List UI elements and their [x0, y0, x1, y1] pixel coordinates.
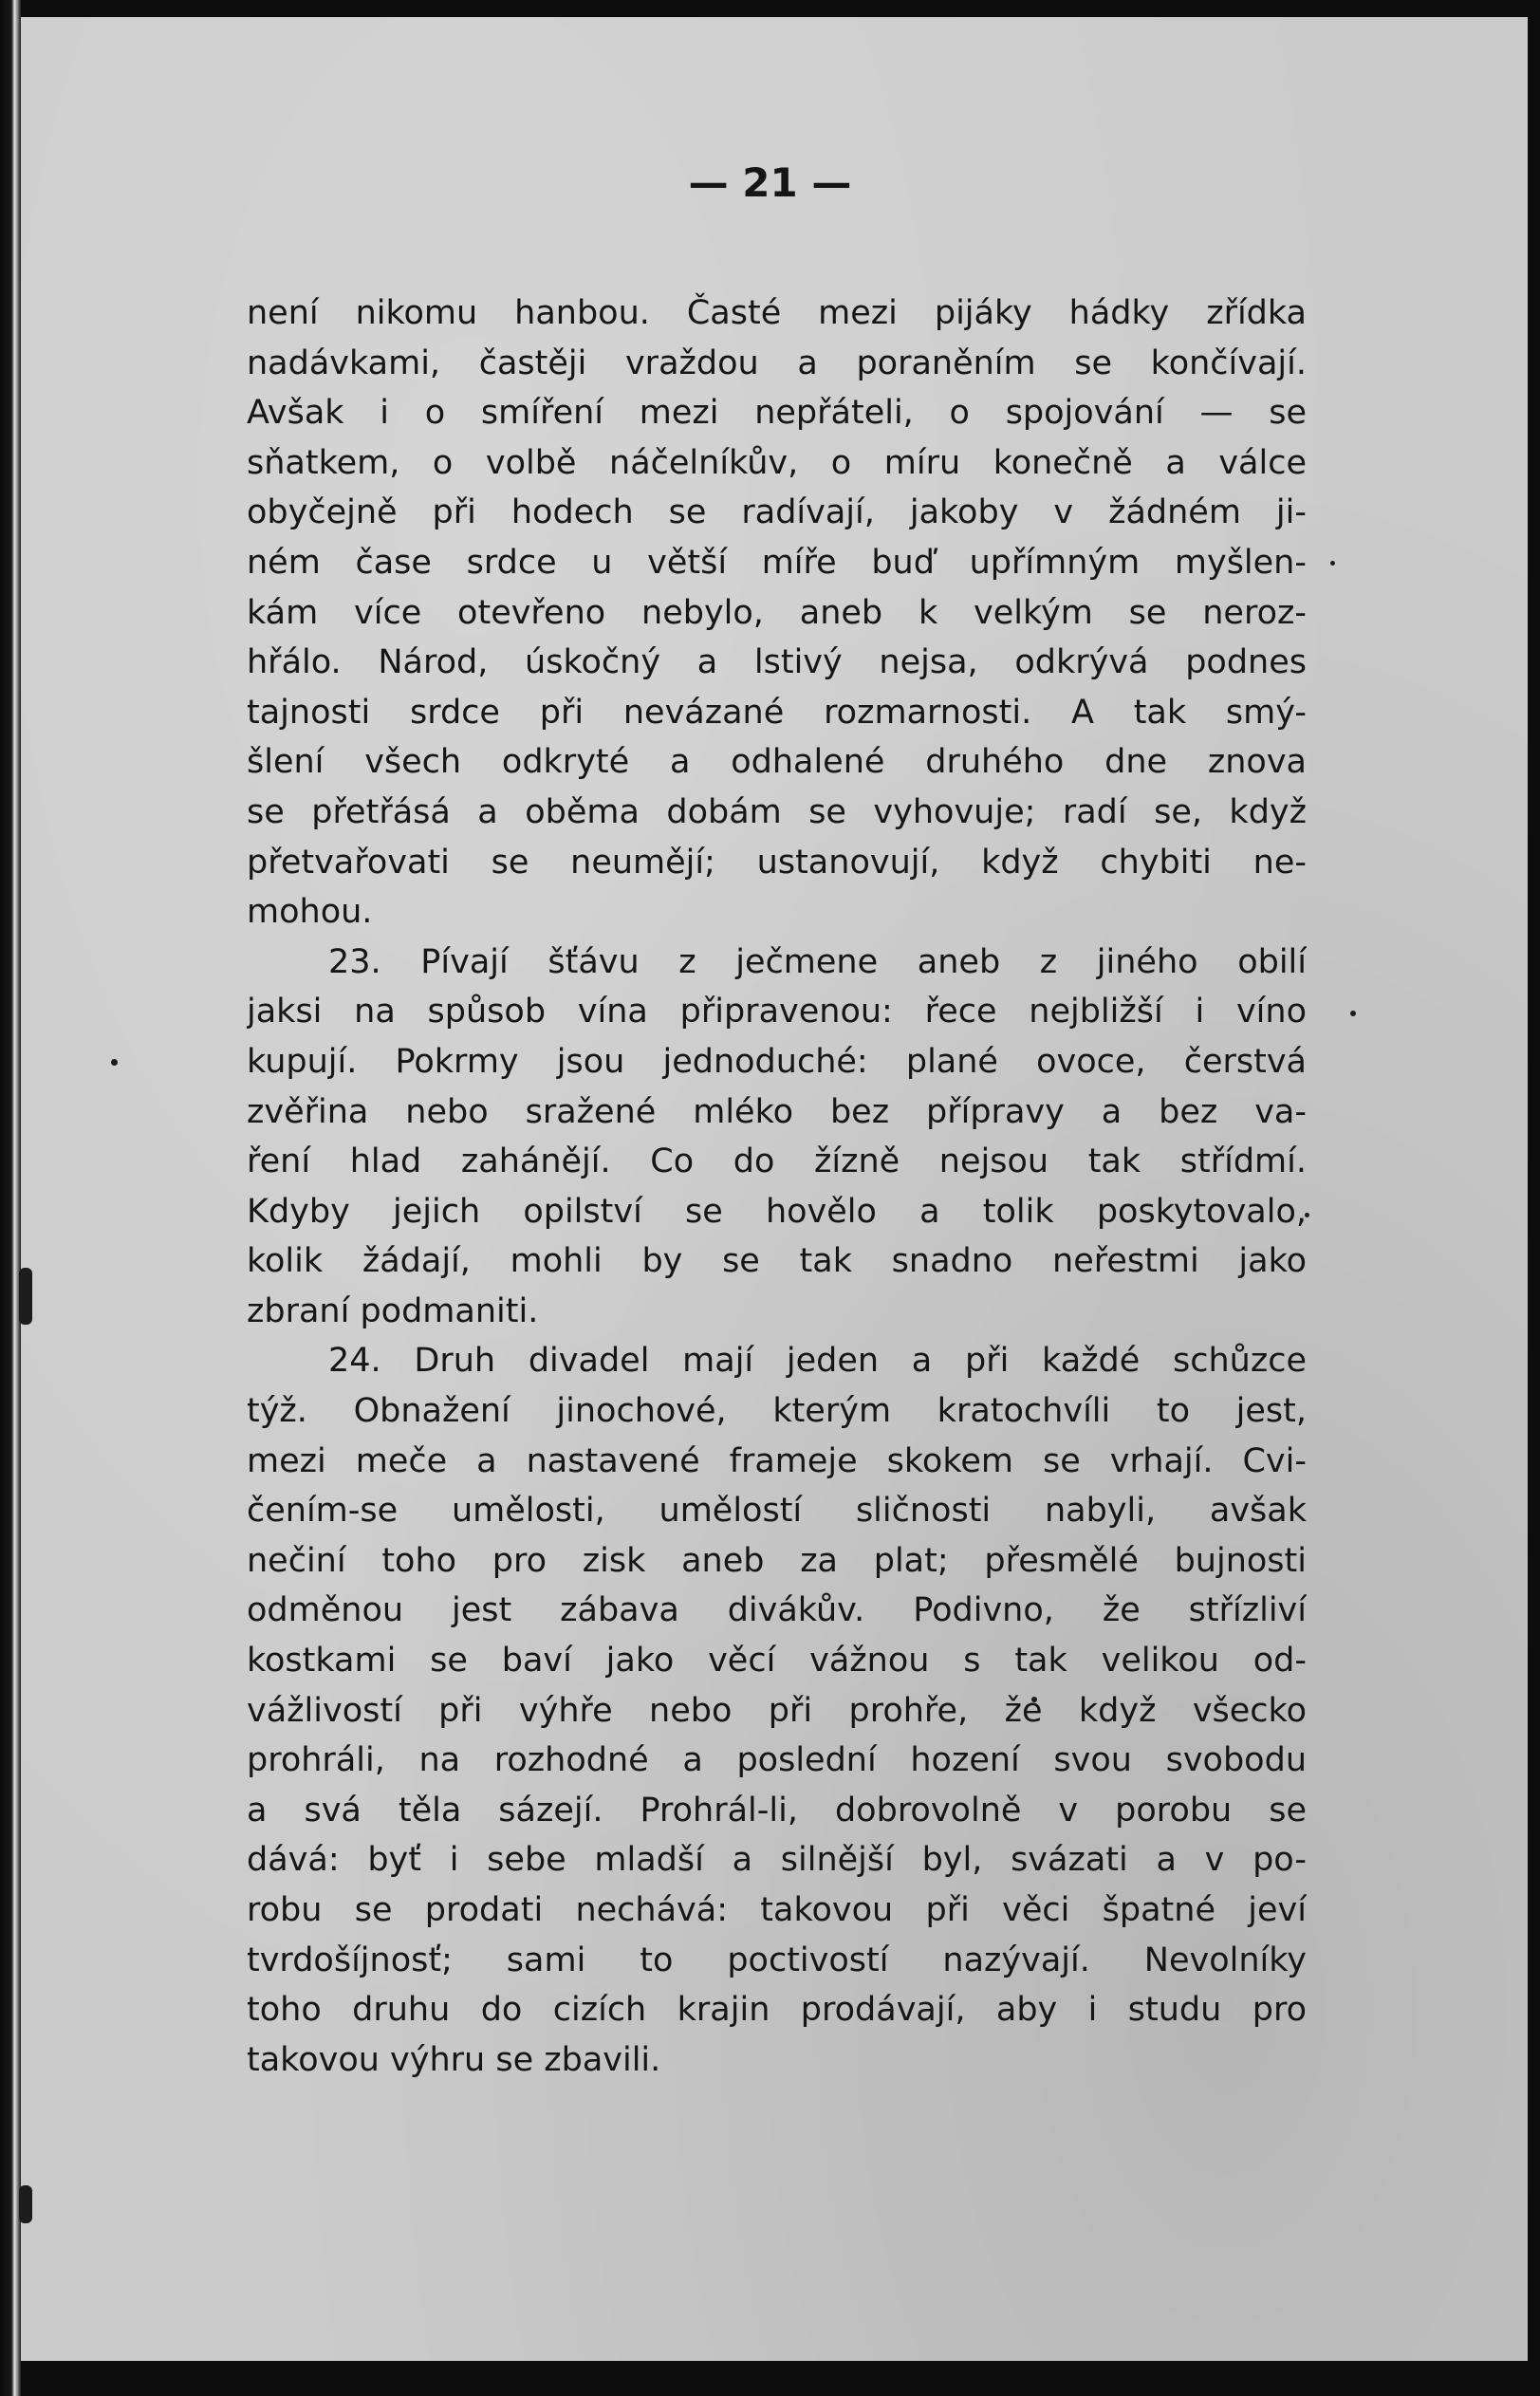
paper-speck — [1350, 1011, 1356, 1016]
text-line: se přetřásá a oběma dobám se vyhovuje; radí se, když — [247, 792, 1307, 831]
text-line: 24. Druh divadel mají jeden a při každé schůzce — [328, 1342, 1307, 1381]
text-line: hřálo. Národ, úskočný a lstivý nejsa, odkrývá podnes — [247, 643, 1307, 682]
text-line: prohráli, na rozhodné a poslední hození svou svobodu — [247, 1741, 1307, 1780]
text-line: týž. Obnažení jinochové, kterým kratochvíli to jest, — [247, 1392, 1307, 1431]
text-line: dává: byť i sebe mladší a silnější byl, svázati a v po- — [247, 1841, 1307, 1880]
text-line: ném čase srdce u větší míře buď upřímným myšlen- — [247, 543, 1307, 582]
text-line: Kdyby jejich opilství se hovělo a tolik poskytovalo, — [247, 1192, 1307, 1231]
text-line: nadávkami, častěji vraždou a poraněním se končívají. — [247, 344, 1307, 382]
text-line: kolik žádají, mohli by se tak snadno neřestmi jako — [247, 1242, 1307, 1281]
text-line: není nikomu hanbou. Časté mezi pijáky hádky zřídka — [247, 294, 1307, 332]
text-line: robu se prodati nechává: takovou při věci špatné jeví — [247, 1891, 1307, 1929]
body-text — [247, 288, 1307, 2085]
text-line: zvěřina nebo sražené mléko bez přípravy a bez va- — [247, 1092, 1307, 1131]
text-line: kostkami se baví jako věcí vážnou s tak velikou od- — [247, 1642, 1307, 1681]
text-line: Avšak i o smíření mezi nepřáteli, o spojování — se — [247, 394, 1307, 433]
text-line: mohou. — [247, 893, 373, 932]
text-line: ření hlad zahánějí. Co do žízně nejsou tak střídmí. — [247, 1142, 1307, 1181]
text-line: jaksi na spůsob vína připravenou: řece nejbližší i víno — [247, 993, 1307, 1031]
paper-speck — [111, 1059, 118, 1066]
text-line: šlení všech odkryté a odhalené druhého dne znova — [247, 743, 1307, 782]
text-line: přetvařovati se neumějí; ustanovují, když chybiti ne- — [247, 843, 1307, 882]
text-line: vážlivostí při výhře nebo při prohře, že když všecko — [247, 1691, 1307, 1730]
text-line: kám více otevřeno nebylo, aneb k velkým se neroz- — [247, 593, 1307, 632]
text-line: mezi meče a nastavené frameje skokem se vrhají. Cvi- — [247, 1441, 1307, 1480]
text-line: toho druhu do cizích krajin prodávají, aby i studu pro — [247, 1991, 1307, 2030]
text-line: odměnou jest zábava divákův. Podivno, že střízliví — [247, 1591, 1307, 1630]
paper-speck — [19, 2185, 32, 2223]
text-line: takovou výhru se zbavili. — [247, 2040, 661, 2079]
text-line: obyčejně při hodech se radívají, jakoby v žádném ji- — [247, 493, 1307, 532]
page-number: — 21 — — [688, 159, 852, 206]
text-line: sňatkem, o volbě náčelníkův, o míru konečně a válce — [247, 443, 1307, 482]
text-line: čením-se umělosti, umělostí sličnosti nabyli, avšak — [247, 1492, 1307, 1531]
text-line: 23. Pívají šťávu z ječmene aneb z jiného obilí — [328, 942, 1307, 981]
book-binding-edge — [0, 0, 21, 2396]
text-line: tajnosti srdce při nevázané rozmarnosti. A tak smý- — [247, 693, 1307, 732]
text-line: kupují. Pokrmy jsou jednoduché: plané ovoce, čerstvá — [247, 1042, 1307, 1081]
text-line: nečiní toho pro zisk aneb za plat; přesmělé bujnosti — [247, 1541, 1307, 1580]
paper-speck — [19, 1268, 32, 1325]
text-line: zbraní podmaniti. — [247, 1291, 539, 1330]
paper-speck — [1330, 561, 1335, 566]
text-line: a svá těla sázejí. Prohrál-li, dobrovolně v porobu se — [247, 1791, 1307, 1830]
text-line: tvrdošíjnosť; sami to poctivostí nazývají. Nevolníky — [247, 1941, 1307, 1979]
